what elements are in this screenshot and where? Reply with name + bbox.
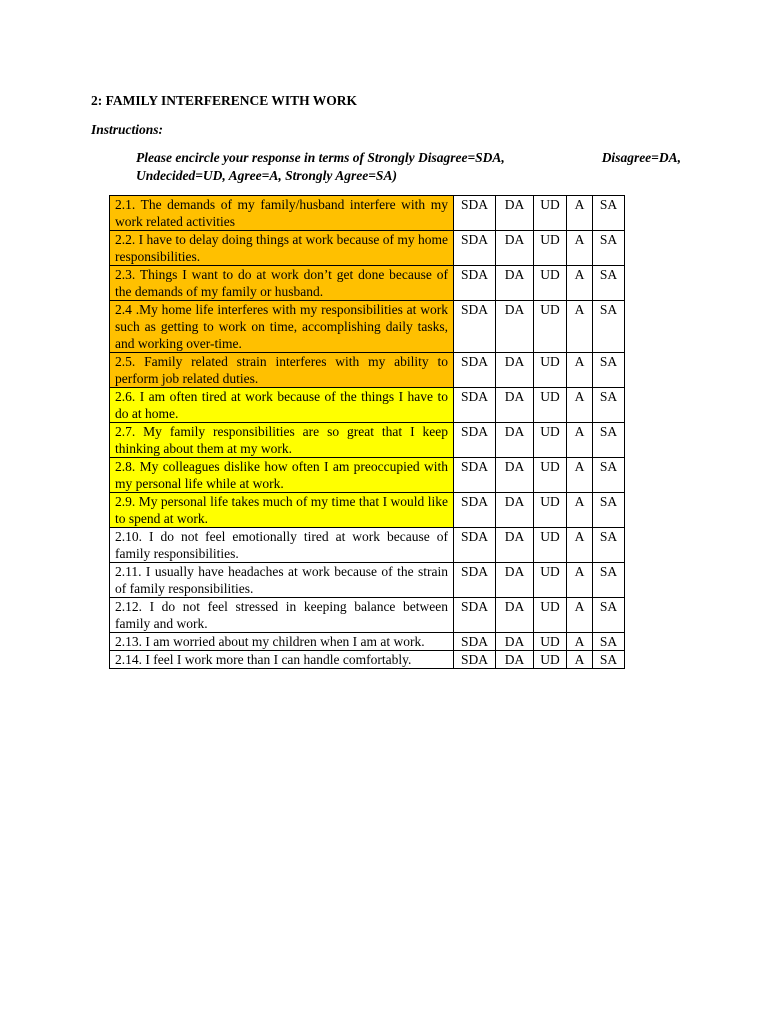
response-option-ud[interactable]: UD (534, 651, 567, 669)
response-option-sda[interactable]: SDA (454, 598, 496, 633)
item-statement: 2.11. I usually have headaches at work because of the strain of family responsibilities. (110, 563, 454, 598)
response-option-a[interactable]: A (567, 266, 593, 301)
response-option-da[interactable]: DA (496, 528, 534, 563)
table-row (110, 598, 625, 633)
response-option-da[interactable]: DA (496, 231, 534, 266)
item-statement: 2.9. My personal life takes much of my time that I would like to spend at work. (110, 493, 454, 528)
response-option-ud[interactable]: UD (534, 388, 567, 423)
response-option-a[interactable]: A (567, 528, 593, 563)
item-statement: 2.12. I do not feel stressed in keeping balance between family and work. (110, 598, 454, 633)
response-option-sa[interactable]: SA (593, 563, 625, 598)
instructions-text (136, 149, 681, 185)
item-statement: 2.1. The demands of my family/husband interfere with my work related activities (110, 196, 454, 231)
table-row (110, 458, 625, 493)
table-row (110, 563, 625, 598)
table-row (110, 528, 625, 563)
response-option-da[interactable]: DA (496, 196, 534, 231)
response-option-da[interactable]: DA (496, 266, 534, 301)
instructions-line2: Undecided=UD, Agree=A, Strongly Agree=SA) (136, 168, 397, 183)
table-row (110, 493, 625, 528)
response-option-sa[interactable]: SA (593, 388, 625, 423)
table-row (110, 196, 625, 231)
response-option-da[interactable]: DA (496, 388, 534, 423)
response-option-sda[interactable]: SDA (454, 563, 496, 598)
response-option-sda[interactable]: SDA (454, 196, 496, 231)
table-row (110, 388, 625, 423)
response-option-sa[interactable]: SA (593, 528, 625, 563)
response-option-ud[interactable]: UD (534, 266, 567, 301)
response-option-ud[interactable]: UD (534, 528, 567, 563)
response-option-da[interactable]: DA (496, 301, 534, 353)
response-option-a[interactable]: A (567, 231, 593, 266)
item-statement: 2.8. My colleagues dislike how often I am preoccupied with my personal life while at work. (110, 458, 454, 493)
response-option-da[interactable]: DA (496, 493, 534, 528)
instructions-line1a: Please encircle your response in terms of Strongly Disagree=SDA, (136, 150, 505, 165)
response-table (109, 195, 625, 669)
table-row (110, 651, 625, 669)
response-option-ud[interactable]: UD (534, 563, 567, 598)
response-option-da[interactable]: DA (496, 563, 534, 598)
table-row (110, 231, 625, 266)
table-row (110, 423, 625, 458)
response-option-sda[interactable]: SDA (454, 633, 496, 651)
response-option-sa[interactable]: SA (593, 266, 625, 301)
response-option-ud[interactable]: UD (534, 598, 567, 633)
response-option-sa[interactable]: SA (593, 493, 625, 528)
response-option-a[interactable]: A (567, 301, 593, 353)
response-option-a[interactable]: A (567, 563, 593, 598)
response-option-sda[interactable]: SDA (454, 353, 496, 388)
response-option-sa[interactable]: SA (593, 458, 625, 493)
response-option-sda[interactable]: SDA (454, 301, 496, 353)
item-statement: 2.6. I am often tired at work because of the things I have to do at home. (110, 388, 454, 423)
response-option-a[interactable]: A (567, 353, 593, 388)
item-statement: 2.13. I am worried about my children when I am at work. (110, 633, 454, 651)
response-option-a[interactable]: A (567, 633, 593, 651)
item-statement: 2.10. I do not feel emotionally tired at work because of family responsibilities. (110, 528, 454, 563)
response-option-ud[interactable]: UD (534, 633, 567, 651)
response-option-sda[interactable]: SDA (454, 266, 496, 301)
response-option-sa[interactable]: SA (593, 633, 625, 651)
response-option-sa[interactable]: SA (593, 231, 625, 266)
response-option-da[interactable]: DA (496, 598, 534, 633)
instructions-label: Instructions: (91, 122, 164, 137)
response-option-sda[interactable]: SDA (454, 493, 496, 528)
item-statement: 2.4 .My home life interferes with my responsibilities at work such as getting to work on time, accomplishing daily tasks, and working over-time. (110, 301, 454, 353)
response-option-a[interactable]: A (567, 423, 593, 458)
response-option-ud[interactable]: UD (534, 231, 567, 266)
response-option-da[interactable]: DA (496, 353, 534, 388)
response-option-sa[interactable]: SA (593, 423, 625, 458)
response-option-sda[interactable]: SDA (454, 528, 496, 563)
item-statement: 2.3. Things I want to do at work don’t get done because of the demands of my family or husband. (110, 266, 454, 301)
item-statement: 2.2. I have to delay doing things at work because of my home responsibilities. (110, 231, 454, 266)
instructions-line1b: Disagree=DA, (601, 150, 681, 165)
item-statement: 2.5. Family related strain interferes with my ability to perform job related duties. (110, 353, 454, 388)
response-option-sda[interactable]: SDA (454, 458, 496, 493)
response-option-ud[interactable]: UD (534, 458, 567, 493)
response-option-a[interactable]: A (567, 651, 593, 669)
response-option-ud[interactable]: UD (534, 423, 567, 458)
response-option-sda[interactable]: SDA (454, 231, 496, 266)
response-option-ud[interactable]: UD (534, 301, 567, 353)
response-option-a[interactable]: A (567, 598, 593, 633)
table-row (110, 633, 625, 651)
section-heading: 2: FAMILY INTERFERENCE WITH WORK (91, 93, 358, 108)
table-row (110, 353, 625, 388)
response-option-a[interactable]: A (567, 196, 593, 231)
response-option-a[interactable]: A (567, 458, 593, 493)
response-option-a[interactable]: A (567, 493, 593, 528)
response-option-ud[interactable]: UD (534, 196, 567, 231)
response-option-ud[interactable]: UD (534, 493, 567, 528)
response-option-a[interactable]: A (567, 388, 593, 423)
response-option-da[interactable]: DA (496, 458, 534, 493)
response-option-da[interactable]: DA (496, 651, 534, 669)
item-statement: 2.14. I feel I work more than I can handle comfortably. (110, 651, 454, 669)
response-option-da[interactable]: DA (496, 423, 534, 458)
response-option-sda[interactable]: SDA (454, 423, 496, 458)
response-option-sda[interactable]: SDA (454, 388, 496, 423)
response-option-sda[interactable]: SDA (454, 651, 496, 669)
response-option-da[interactable]: DA (496, 633, 534, 651)
response-option-sa[interactable]: SA (593, 353, 625, 388)
response-option-sa[interactable]: SA (593, 301, 625, 353)
response-option-sa[interactable]: SA (593, 598, 625, 633)
response-option-ud[interactable]: UD (534, 353, 567, 388)
item-statement: 2.7. My family responsibilities are so great that I keep thinking about them at my work. (110, 423, 454, 458)
table-row (110, 266, 625, 301)
response-option-sa[interactable]: SA (593, 196, 625, 231)
table-row (110, 301, 625, 353)
response-option-sa[interactable]: SA (593, 651, 625, 669)
